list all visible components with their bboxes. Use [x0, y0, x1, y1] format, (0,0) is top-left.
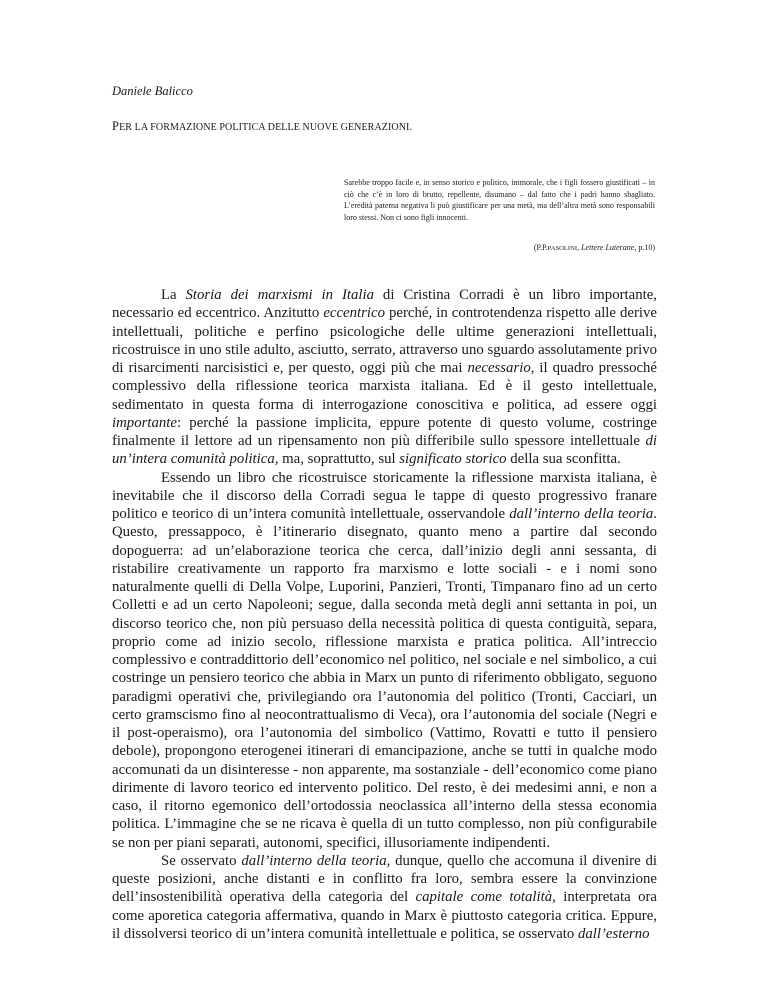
emphasis-necessario: necessario: [467, 360, 531, 376]
emphasis-comunita: di un’intera comunità politica: [112, 433, 657, 468]
citation-page: , p.10): [634, 243, 655, 252]
author-name: Daniele Balicco: [112, 84, 193, 98]
book-title-emphasis: Storia dei marxismi in Italia: [185, 287, 375, 303]
emphasis-interno-teoria: dall’interno della teoria: [509, 506, 654, 522]
citation-open: (P.P.: [533, 243, 548, 252]
p3-text: , dunque, quello che accomuna il divenire di queste posizioni, anche distanti e in conflitto fra loro, sembra essere la convinzione dell’insostenibilità operativa della categoria del: [112, 852, 657, 906]
p1-text: , ma, soprattutto, sul: [274, 451, 400, 468]
emphasis-capitale: capitale come totalità: [415, 889, 553, 906]
p1-text: , il quadro pressoché complessivo della riflessione teorica marxista italiana. Ed è il gesto intellettuale, sedimentato in questa forma di interrogazione conoscitiva e politica, ad essere oggi: [112, 360, 658, 413]
document-title: [112, 119, 412, 134]
emphasis-interno-teoria: dall’interno della teoria: [241, 852, 387, 869]
epigraph-quote: Sarebbe troppo facile e, in senso storico e politico, immorale, che i figli fossero giustificati – in ciò che c’è in loro di brutto, repellente, disumano – dal fatto che i padri hanno sbagliato. L’eredità paterna negativa li può giustificare per una metà, ma dell’altra metà sono responsabili loro stessi. Non ci sono figli innocenti.: [344, 178, 655, 222]
p1-text: della sua sconfitta.: [506, 451, 621, 468]
emphasis-eccentrico: eccentrico: [323, 305, 385, 322]
epigraph-citation: [344, 243, 655, 252]
paragraph-3: [112, 852, 657, 943]
p1-text: La: [161, 287, 186, 303]
p3-text: Se osservato: [161, 852, 242, 869]
emphasis-esterno: dall’esterno: [577, 925, 650, 942]
body-text: [112, 286, 657, 943]
emphasis-significato: significato storico: [399, 451, 507, 468]
citation-work: Lettere Luterane: [581, 243, 635, 252]
paragraph-2: [112, 469, 657, 852]
paragraph-1: [112, 286, 657, 469]
citation-author: PASOLINI: [547, 245, 578, 252]
emphasis-importante: importante: [112, 414, 177, 431]
p2-text: Essendo un libro che ricostruisce storicamente la riflessione marxista italiana, è inevitabile che il discorso della Corradi segua le tappe di questo progressivo franare politico e teorico di un’intera comunità intellettuale, osservandole: [112, 469, 657, 522]
p2-text: . Questo, pressappoco, è l’itinerario disegnato, quanto meno a partire dal secondo dopoguerra: ad un’elaborazione teorica che cerca, dall’inizio degli anni sessanta, di ristabilire creativamente un rapporto fra marxismo e lotte sociali - e i nomi sono naturalmente quelli di Della Volpe, Luporini, Panzieri, Tronti, Timpanaro fino ad un certo Colletti e ad un certo Napoleoni; segue, dalla seconda metà degli anni settanta in poi, un discorso teorico che, non più persuaso della necessità politica di questa contiguità, separa, proprio come ad inizio secolo, riflessione marxista e pratica politica. All’intreccio complessivo e contraddittorio dell’economico nel politico, nel sociale e nel simbolico, a cui costringe un pensiero teorico che abbia in Marx un punto di riferimento obbligato, seguono paradigmi operativi che, privilegiando ora l’autonomia del politico (Tronti, Cacciari, un certo gramscismo fino al neocontrattualismo di Veca), ora l’autonomia del sociale (Negri e il post-operaismo), ora l’autonomia del simbolico (Vattimo, Rovatti e tutto il pensiero debole), propongono eterogenei itinerari di emancipazione, anche se tutti in qualche modo accomunati da un disinteresse - non apparente, ma sostanziale - dell’economico come piano dirimente di lavoro teorico ed intervento politico. Del resto, è dei medesimi anni, e non a caso, il ritorno egemonico dell’ortodossia neoclassica all’interno della stessa economia politica. L’immagine che se ne ricava è quella di un tutto complesso, non più configurabile se non per piani separati, autonomi, specifici, illusoriamente indipendenti.: [112, 506, 657, 851]
p1-text: perché, in controtendenza rispetto alle derive intellettuali, politiche e perfino psicologiche delle ultime generazioni intellettuali, ricostruisce in uno stile adulto, asciutto, serrato, attraverso uno sguardo assolutamente privo di risarcimenti narcisistici e, per questo, oggi più che mai: [112, 305, 658, 376]
title-first-letter: P: [112, 119, 120, 133]
p1-text: : perché la passione implicita, eppure potente di questo volume, costringe finalmente il lettore ad un ripensamento non più differibile sullo spessore intellettuale: [112, 414, 657, 449]
p1-text: di Cristina Corradi è un libro importante, necessario ed eccentrico. Anzitutto: [112, 287, 657, 322]
p3-text: , interpretata ora come aporetica categoria affermativa, quando in Marx è piuttosto categoria critica. Eppure, il dissolversi teorico di un’intera comunità intellettuale e politica, se osservato: [112, 889, 657, 942]
title-rest: ER LA FORMAZIONE POLITICA DELLE NUOVE GENERAZIONI.: [119, 122, 413, 133]
citation-sep: ,: [577, 243, 582, 252]
